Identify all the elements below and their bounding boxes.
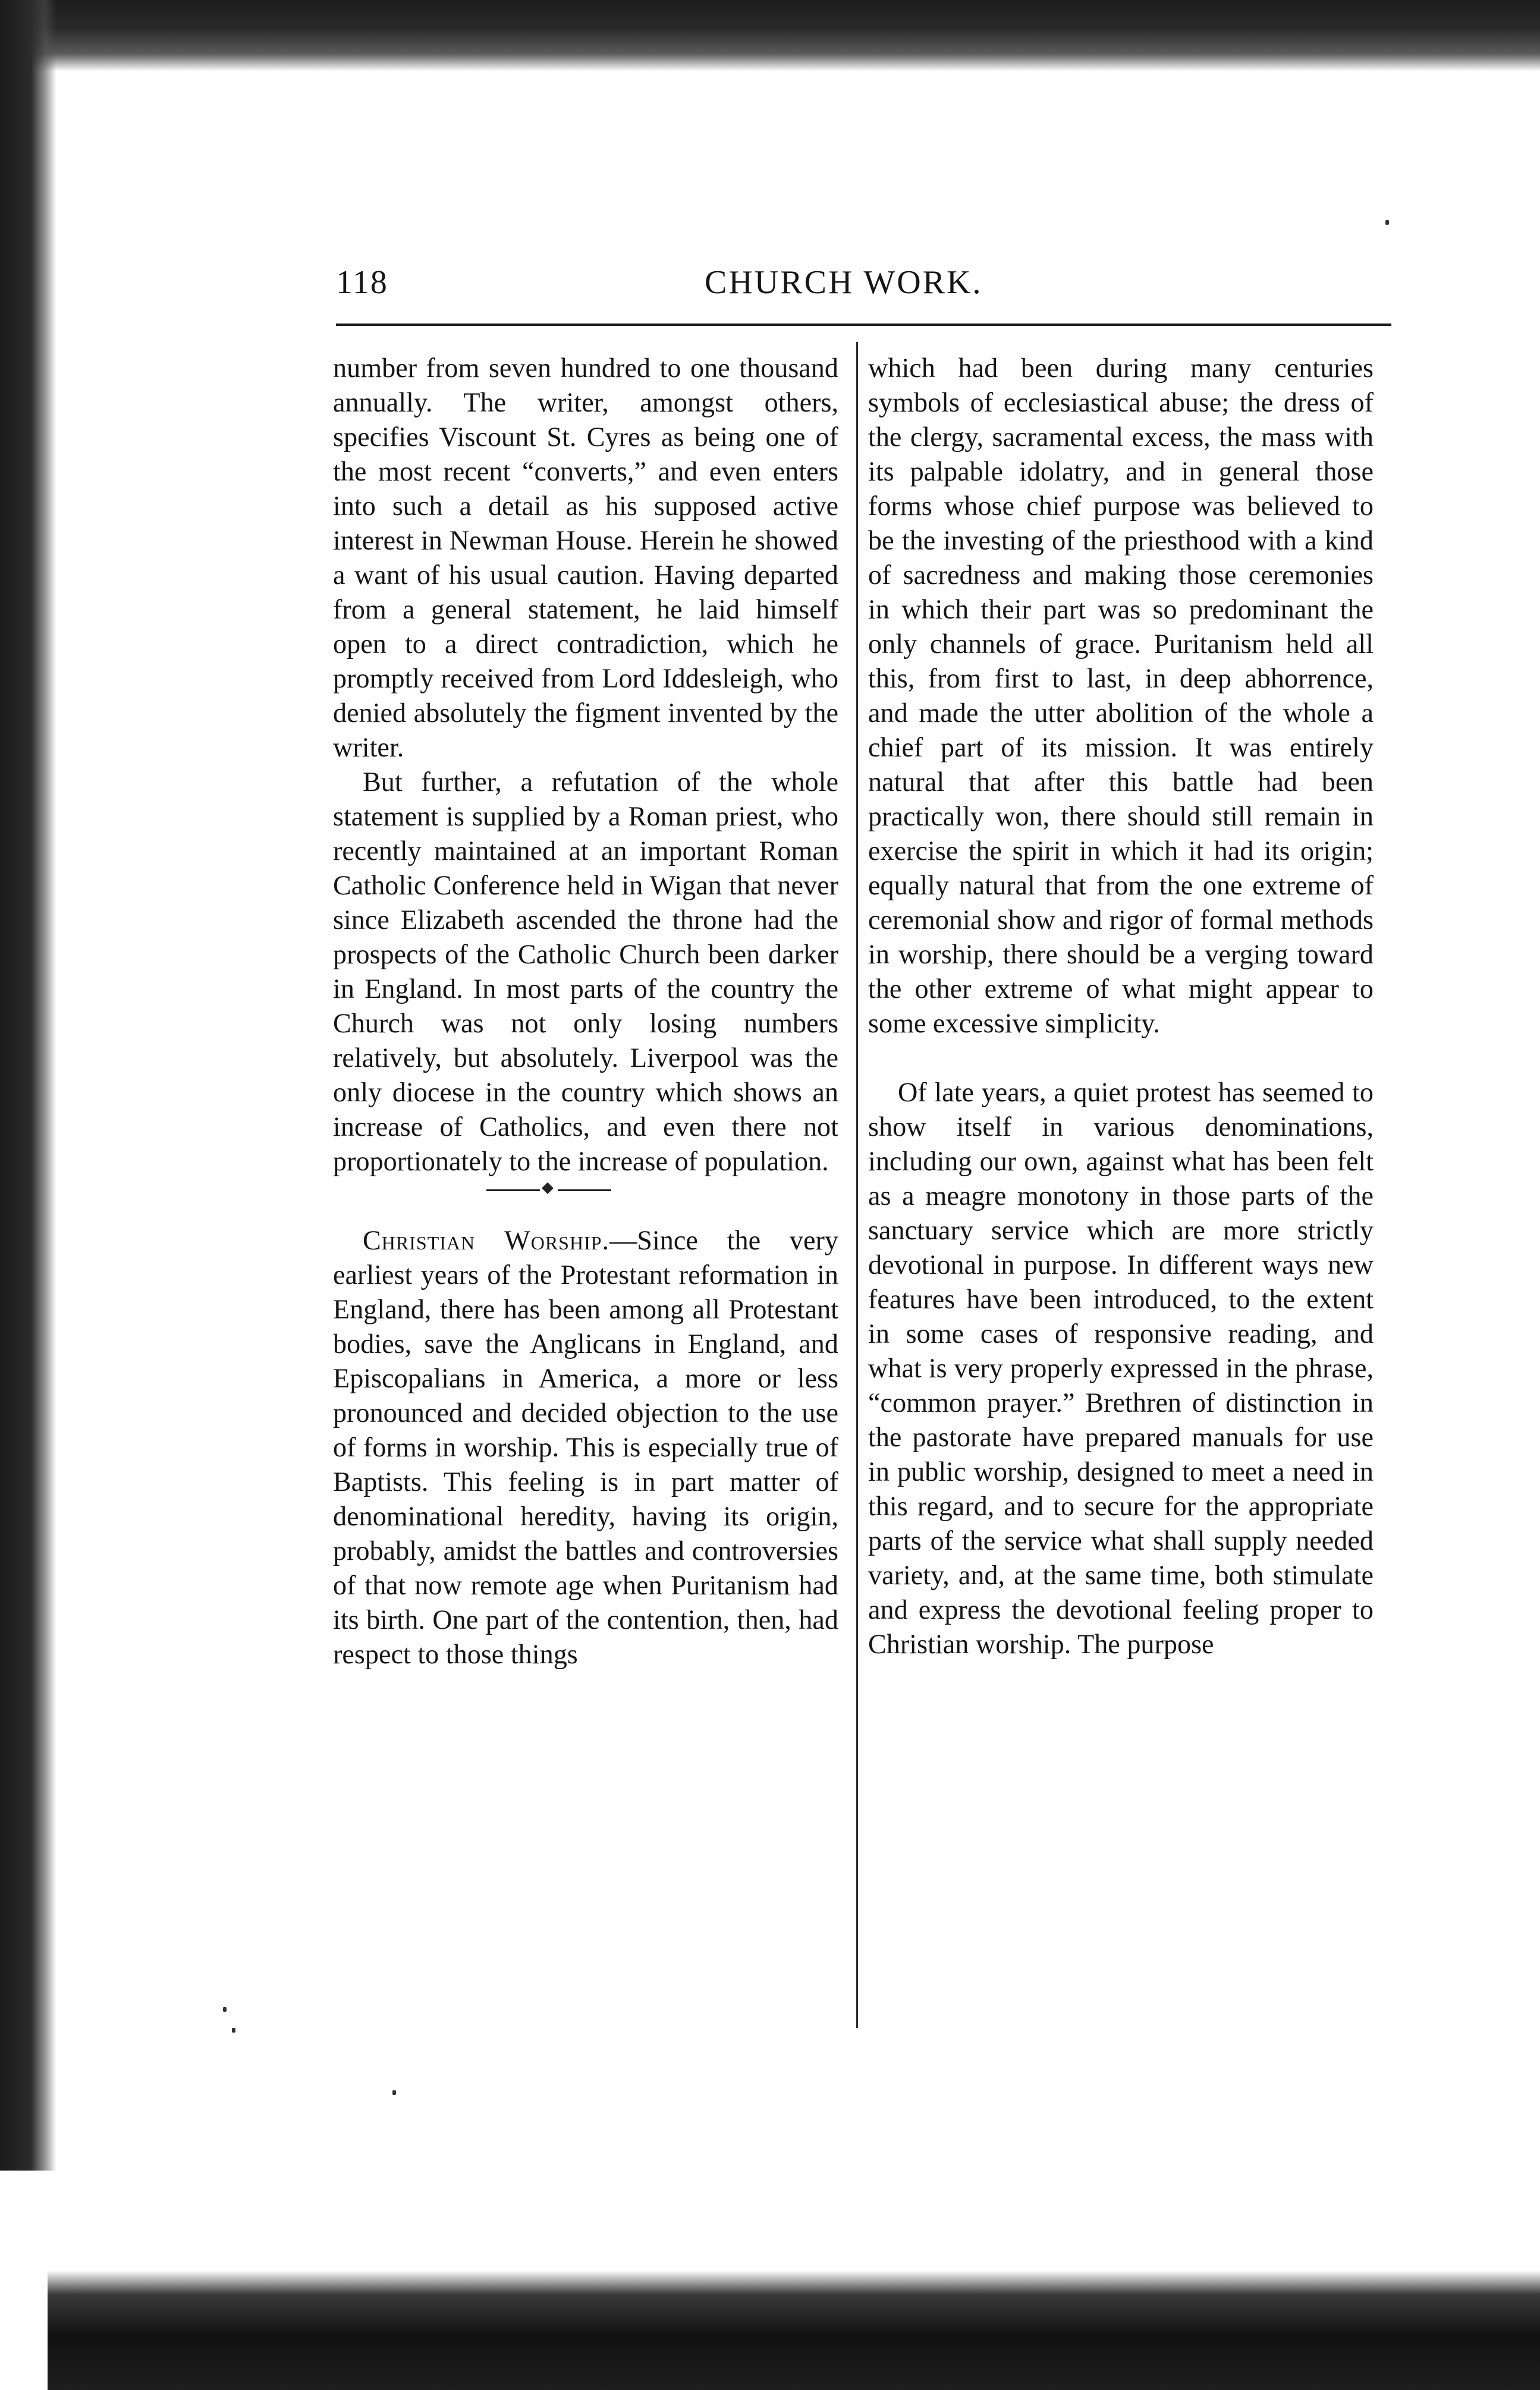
section-heading: Christian Worship. bbox=[363, 1225, 610, 1255]
header-rule bbox=[336, 324, 1391, 326]
right-column bbox=[868, 351, 1374, 1662]
scan-bottom-edge bbox=[48, 2270, 1540, 2390]
right-paragraph-2: Of late years, a quiet protest has seemed to show itself in various denominations, including our own, against what has been felt as a meagre monotony in those parts of the sanctuary service which are more strictly devotional in purpose. In different ways new features have been introduced, to the extent in some cases of responsive reading, and what is very properly expressed in the phrase, “common prayer.” Brethren of distinction in the pastorate have prepared manuals for use in public worship, designed to meet a need in this regard, and to secure for the appropriate parts of the service what shall supply needed variety, and, at the same time, both stimulate and express the devotional feeling proper to Christian worship. The purpose bbox=[868, 1077, 1374, 1659]
left-paragraph-2: But further, a refutation of the whole statement is supplied by a Roman priest, who recently maintained at an important Roman Catholic Conference held in Wigan that never since Elizabeth ascended the throne had the prospects of the Catholic Church been darker in England. In most parts of the country the Church was not only losing numbers relatively, but absolutely. Liverpool was the only diocese in the country which shows an increase of Catholics, and even there not proportionately to the increase of population. bbox=[333, 767, 838, 1176]
right-paragraph-1: which had been during many centuries symbols of ecclesiastical abuse; the dress of the clergy, sacramental excess, the mass with its palpable idolatry, and in general those forms whose chief purpose was believed to be the investing of the priesthood with a kind of sacredness and making those ceremonies in which their part was so predominant the only channels of grace. Puritanism held all this, from first to last, in deep abhorrence, and made the utter abolition of the whole a chief part of its mission. It was entirely natural that after this battle had been practically won, there should still remain in exercise the spirit in which it had its origin; equally natural that from the one extreme of ceremonial show and rigor of formal methods in worship, there should be a verging toward the other extreme of what might appear to some excessive simplicity. bbox=[868, 353, 1374, 1038]
scan-speck bbox=[1385, 220, 1389, 225]
scan-top-edge bbox=[0, 0, 1540, 71]
column-divider bbox=[856, 342, 858, 2028]
scan-speck bbox=[392, 2090, 396, 2095]
christian-worship-paragraph bbox=[333, 1223, 838, 1672]
page-header bbox=[336, 253, 1391, 318]
scan-left-edge bbox=[0, 0, 56, 2171]
section-text: —Since the very earliest years of the Protestant reformation in England, there has been among all Protestant bodies, save the Anglicans in England, and Episcopalians in America, a more or less pronounced and decided objection to the use of forms in worship. This is especially true of Baptists. This feeling is in part matter of denominational heredity, having its origin, probably, amidst the battles and controversies of that now remote age when Puritanism had its birth. One part of the contention, then, had respect to those things bbox=[333, 1225, 838, 1669]
section-ornament bbox=[333, 1179, 838, 1202]
diamond-icon bbox=[542, 1182, 554, 1194]
scan-speck bbox=[232, 2028, 235, 2033]
scan-speck bbox=[223, 2007, 227, 2012]
page-number: 118 bbox=[336, 264, 388, 301]
running-title: CHURCH WORK. bbox=[705, 264, 983, 301]
left-column bbox=[333, 351, 838, 1672]
left-paragraph-1: number from seven hundred to one thousand annually. The writer, amongst others, specifies Viscount St. Cyres as being one of the most recent “converts,” and even enters into such a detail as his supposed active interest in Newman House. Herein he showed a want of his usual caution. Having departed from a general statement, he laid himself open to a direct contradiction, which he promptly received from Lord Iddesleigh, who denied absolutely the figment invented by the writer. bbox=[333, 353, 838, 762]
